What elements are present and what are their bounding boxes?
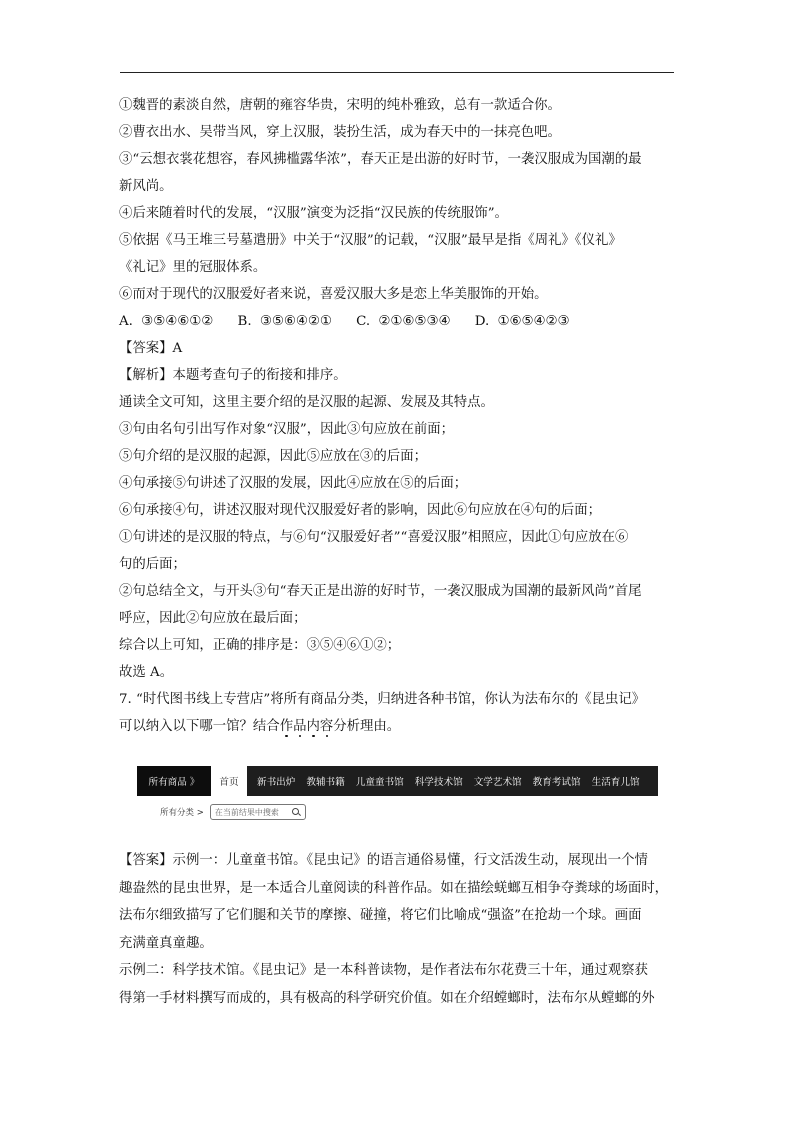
question-7-cont	[119, 713, 679, 740]
analysis-line: ④句承接⑤句讲述了汉服的发展，因此④应放在⑤的后面；	[119, 476, 468, 491]
analysis-line: ①句讲述的是汉服的特点，与⑥句“汉服爱好者”“喜爱汉服”相照应，因此①句应放在⑥	[119, 530, 629, 545]
sentence-5-cont: 《礼记》里的冠服体系。	[119, 260, 267, 275]
analysis-line: ⑤句介绍的是汉服的起源，因此⑤应放在③的后面；	[119, 449, 427, 464]
sentence-2: ②曹衣出水、吴带当风，穿上汉服，装扮生活，成为春天中的一抹亮色吧。	[119, 125, 561, 140]
search-icon[interactable]	[292, 808, 301, 817]
emphasis-char: 内	[306, 719, 320, 734]
nav-home[interactable]: 首页	[211, 766, 247, 796]
option-d: D. ①⑥⑤④②③	[474, 314, 570, 329]
sentence-4: ④后来随着时代的发展，“汉服”演变为泛指“汉民族的传统服饰”。	[119, 206, 508, 221]
question-7: 7. “时代图书线上专营店”将所有商品分类，归纳进各种书馆，你认为法布尔的《昆虫记》	[119, 692, 646, 707]
analysis-conclusion: 故选 A。	[119, 665, 174, 680]
answer-line: 得第一手材料撰写而成的，具有极高的科学研究价值。如在介绍螳螂时，法布尔从螳螂的外	[119, 990, 655, 1006]
analysis-heading: 【解析】本题考查句子的衔接和排序。	[119, 368, 347, 383]
nav-categories	[247, 774, 651, 788]
sentence-5: ⑤依据《马王堆三号墓遣册》中关于“汉服”的记载，“汉服”最早是指《周礼》《仪礼》	[119, 233, 622, 248]
analysis-line: ②句总结全文，与开头③句“春天正是出游的好时节，一袭汉服成为国潮的最新风尚”首尾	[119, 584, 642, 599]
option-b: B. ③⑤⑥④②①	[237, 314, 332, 329]
filter-row	[160, 804, 306, 820]
search-placeholder: 在当前结果中搜索	[214, 807, 279, 817]
nav-item-study-books[interactable]: 教辅书籍	[306, 777, 345, 788]
nav-item-literature[interactable]: 文学艺术馆	[473, 777, 522, 788]
analysis-line: 通读全文可知，这里主要介绍的是汉服的起源、发展及其特点。	[119, 395, 494, 410]
sentence-6: ⑥而对于现代的汉服爱好者来说，喜爱汉服大多是恋上华美服饰的开始。	[119, 287, 548, 302]
analysis-line: 句的后面；	[119, 557, 186, 572]
emphasis-char: 容	[319, 719, 334, 734]
nav-item-education[interactable]: 教育考试馆	[532, 777, 581, 788]
analysis-line: 综合以上可知，正确的排序是：③⑤④⑥①②；	[119, 638, 401, 653]
answer-line: 趣盎然的昆虫世界，是一本适合儿童阅读的科普作品。如在描绘蜣螂互相争夺粪球的场面时，	[119, 880, 669, 896]
option-a: A. ③⑤④⑥①②	[119, 314, 214, 329]
nav-item-children[interactable]: 儿童童书馆	[355, 777, 404, 788]
analysis-line: 呼应，因此②句应放在最后面；	[119, 611, 307, 626]
option-c: C. ②①⑥⑤③④	[356, 314, 451, 329]
answer-line: 法布尔细致描写了它们腿和关节的摩擦、碰撞，将它们比喻成“强盗”在抢劫一个球。画面	[119, 908, 642, 923]
emphasis-char: 作	[279, 719, 294, 734]
answer-content	[119, 847, 679, 1012]
question-content	[119, 92, 679, 740]
answer-line: 【答案】A	[119, 341, 183, 356]
analysis-line: ③句由名句引出写作对象“汉服”，因此③句应放在前面；	[119, 422, 455, 437]
analysis-line: ⑥句承接④句，讲述汉服对现代汉服爱好者的影响，因此⑥句应放在④句的后面；	[119, 503, 602, 518]
search-input[interactable]	[210, 804, 306, 820]
header-rule	[120, 72, 674, 73]
nav-item-parenting[interactable]: 生活育儿馆	[591, 777, 640, 788]
answer-line: 充满童真童趣。	[119, 935, 213, 951]
sentence-1: ①魏晋的素淡自然，唐朝的雍容华贵，宋明的纯朴雅致，总有一款适合你。	[119, 98, 561, 113]
nav-item-science[interactable]: 科学技术馆	[414, 777, 463, 788]
all-products-menu[interactable]: 所有商品 》	[137, 766, 211, 796]
answer-line: 【答案】示例一：儿童童书馆。《昆虫记》的语言通俗易懂，行文活泼生动，展现出一个情	[119, 853, 648, 868]
answer-line: 示例二：科学技术馆。《昆虫记》是一本科普读物，是作者法布尔花费三十年，通过观察获	[119, 963, 648, 978]
category-breadcrumb[interactable]: 所有分类 >	[160, 808, 204, 818]
sentence-3-cont: 新风尚。	[119, 179, 173, 194]
store-navbar	[137, 766, 658, 796]
q7-text: 可以纳入以下哪一馆？结合	[119, 719, 280, 734]
sentence-3: ③“云想衣裳花想容，春风拂槛露华浓”，春天正是出游的好时节，一袭汉服成为国潮的最	[119, 152, 642, 167]
emphasis-char: 品	[293, 719, 307, 734]
nav-item-new-books[interactable]: 新书出炉	[257, 777, 296, 788]
answer-options	[119, 308, 679, 335]
q7-text-end: 分析理由。	[333, 719, 401, 734]
